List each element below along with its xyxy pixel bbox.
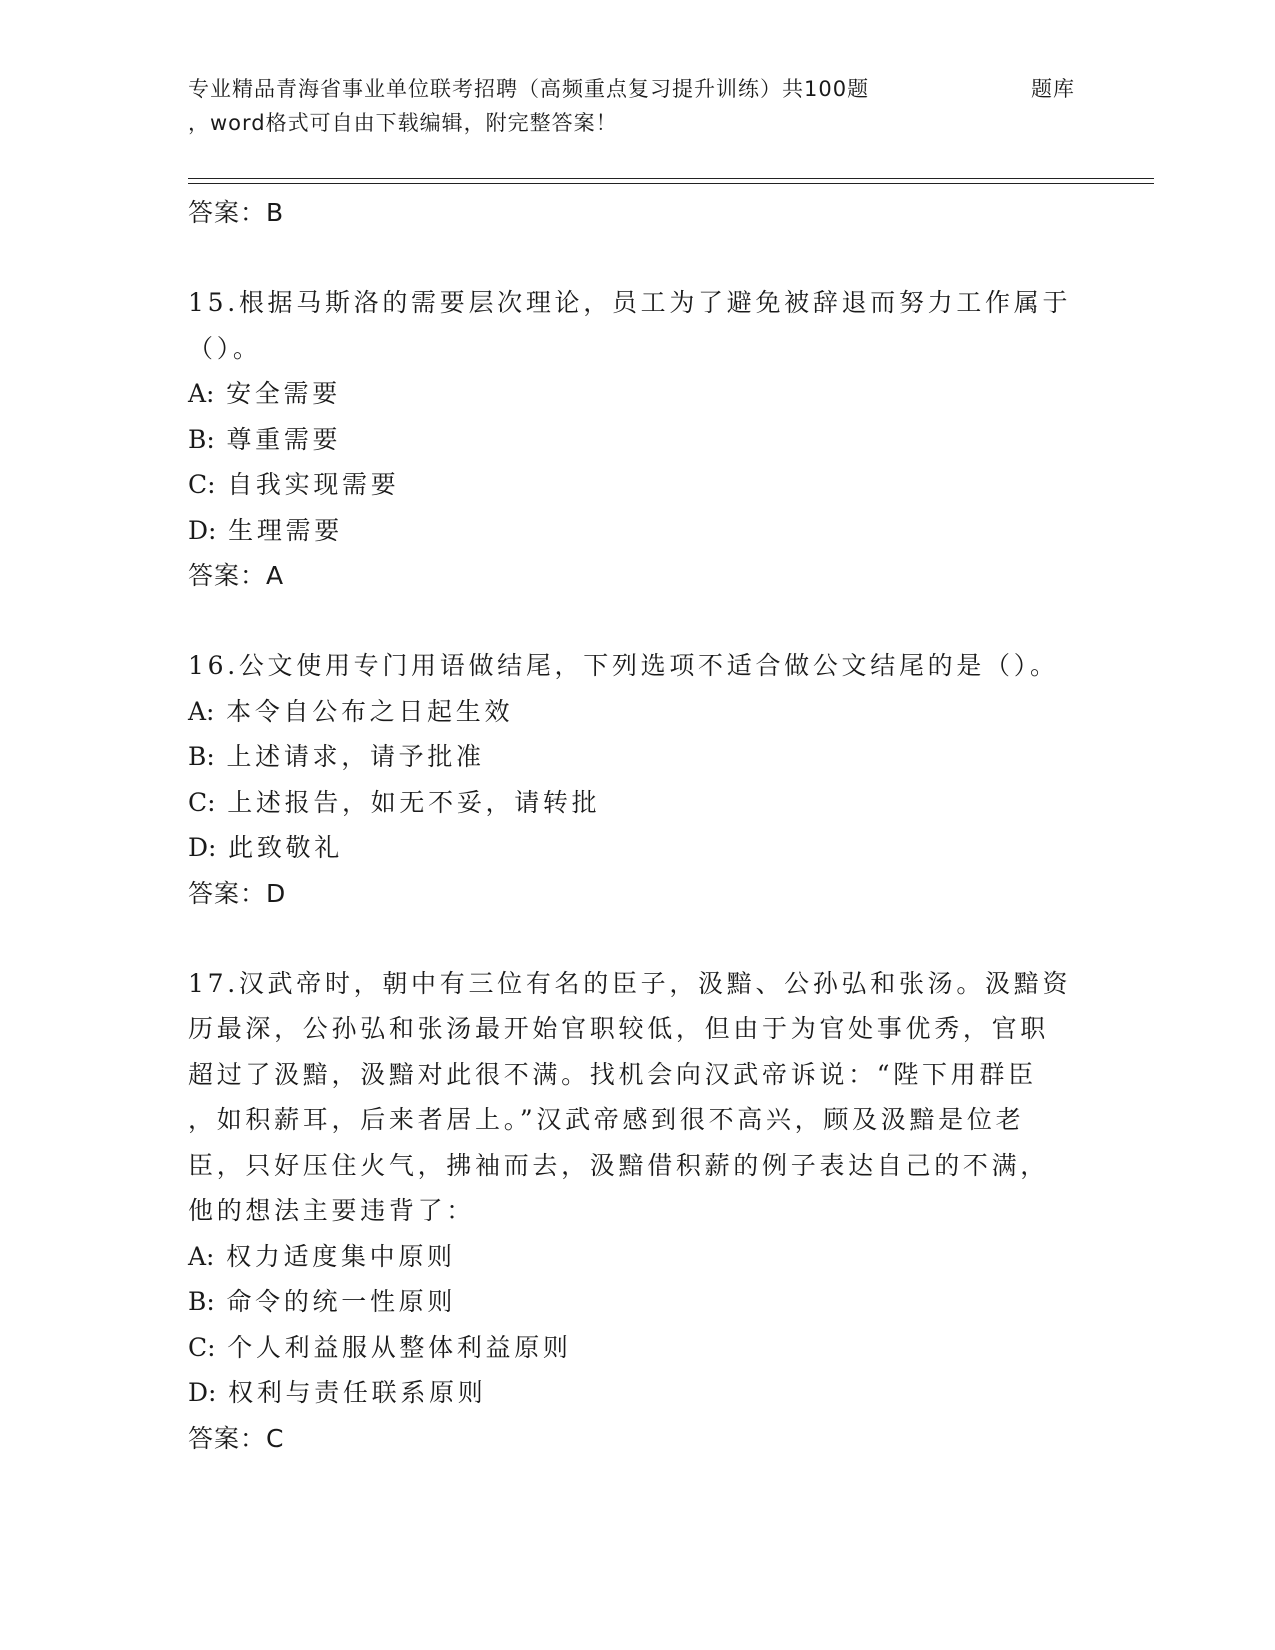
option-a xyxy=(188,1234,1088,1280)
question-16 xyxy=(188,643,1088,917)
option-text: 权利与责任联系原则 xyxy=(228,1378,487,1407)
option-text: 此致敬礼 xyxy=(228,833,343,862)
header-tag: 题库 xyxy=(1031,77,1075,101)
option-letter: D: xyxy=(188,1378,217,1407)
stem-line: 15.根据马斯洛的需要层次理论，员工为了避免被辞退而努力工作属于 xyxy=(188,288,1072,317)
option-d xyxy=(188,825,1088,871)
option-letter: C: xyxy=(188,470,216,499)
question-stem xyxy=(188,643,1088,689)
question-15 xyxy=(188,280,1088,599)
question-stem xyxy=(188,280,1088,371)
option-a xyxy=(188,689,1088,735)
option-c xyxy=(188,462,1088,508)
previous-answer: 答案：B xyxy=(188,198,285,227)
option-text: 安全需要 xyxy=(226,379,341,408)
header-rule-thick xyxy=(188,178,1154,179)
page-header xyxy=(188,72,1088,140)
stem-line: 他的想法主要违背了： xyxy=(188,1196,476,1225)
option-b xyxy=(188,1279,1088,1325)
option-letter: C: xyxy=(188,1332,216,1362)
question-17 xyxy=(188,961,1088,1462)
option-text: 本令自公布之日起生效 xyxy=(226,696,514,726)
option-letter: C: xyxy=(188,787,216,817)
option-text: 生理需要 xyxy=(228,515,343,545)
option-d xyxy=(188,1370,1088,1416)
stem-line: （）。 xyxy=(188,333,262,363)
option-text: 自我实现需要 xyxy=(227,470,400,499)
stem-line: ，如积薪耳，后来者居上。”汉武帝感到很不高兴，顾及汲黯是位老 xyxy=(188,1105,1025,1134)
stem-line: 历最深，公孙弘和张汤最开始官职较低，但由于为官处事优秀，官职 xyxy=(188,1014,1050,1043)
option-letter: A: xyxy=(188,696,215,726)
answer: 答案：D xyxy=(188,878,287,908)
header-rule-thin xyxy=(188,183,1154,184)
option-b xyxy=(188,734,1088,780)
option-letter: B: xyxy=(188,424,215,454)
option-letter: D: xyxy=(188,833,217,862)
option-c xyxy=(188,780,1088,826)
option-letter: D: xyxy=(188,515,217,545)
stem-line: 臣，只好压住火气，拂袖而去，汲黯借积薪的例子表达自己的不满， xyxy=(188,1150,1050,1180)
header-title: 专业精品青海省事业单位联考招聘（高频重点复习提升训练）共100题 xyxy=(188,77,870,101)
option-text: 权力适度集中原则 xyxy=(226,1241,456,1271)
option-text: 尊重需要 xyxy=(226,424,342,454)
option-d xyxy=(188,508,1088,554)
answer: 答案：C xyxy=(188,1423,285,1453)
option-a xyxy=(188,371,1088,417)
stem-line: 超过了汲黯，汲黯对此很不满。找机会向汉武帝诉说：“陛下用群臣 xyxy=(188,1059,1037,1089)
question-stem xyxy=(188,961,1088,1234)
option-text: 个人利益服从整体利益原则 xyxy=(227,1332,572,1362)
option-text: 命令的统一性原则 xyxy=(226,1287,457,1316)
header-subtitle: ，word格式可自由下载编辑，附完整答案！ xyxy=(188,111,618,135)
option-b xyxy=(188,417,1088,463)
option-letter: A: xyxy=(188,379,215,408)
answer: 答案：A xyxy=(188,561,285,590)
stem-line: 17.汉武帝时，朝中有三位有名的臣子，汲黯、公孙弘和张汤。汲黯资 xyxy=(188,968,1072,998)
option-text: 上述请求，请予批准 xyxy=(226,742,485,771)
option-text: 上述报告，如无不妥，请转批 xyxy=(227,787,601,817)
header-line-1 xyxy=(188,72,1088,106)
option-letter: A: xyxy=(188,1241,215,1271)
stem-line: 16.公文使用专门用语做结尾，下列选项不适合做公文结尾的是（）。 xyxy=(188,651,1059,680)
document-body xyxy=(188,190,1088,1462)
option-c xyxy=(188,1325,1088,1371)
option-letter: B: xyxy=(188,742,215,771)
option-letter: B: xyxy=(188,1287,215,1316)
